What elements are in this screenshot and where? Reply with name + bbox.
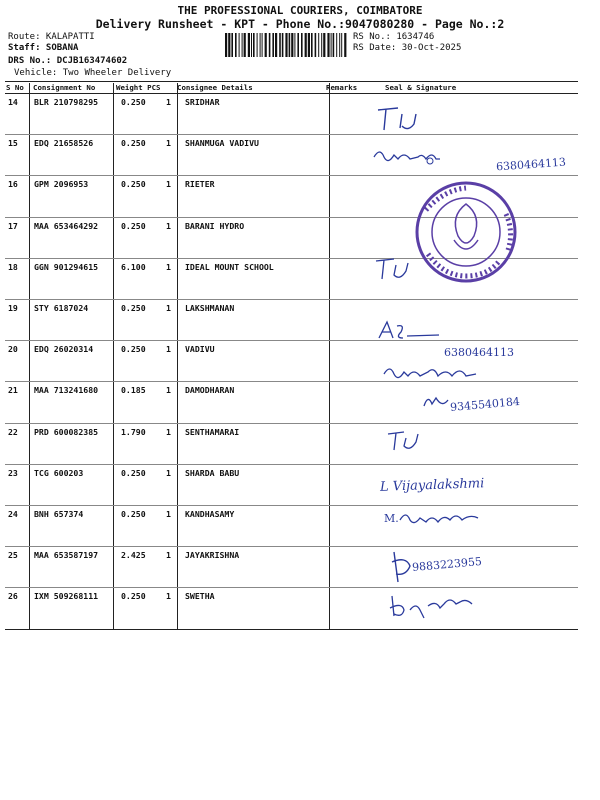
row-consignment-no: MAA 713241680 (34, 385, 99, 396)
row-consignee: SENTHAMARAI (185, 426, 240, 437)
row-weight: 0.250 (121, 220, 146, 231)
rs-number: RS No.: 1634746 (353, 32, 435, 42)
row-sno: 16 (8, 179, 18, 190)
company-title: THE PROFESSIONAL COURIERS, COIMBATORE (177, 4, 423, 17)
row-sno: 21 (8, 385, 18, 396)
row-divider (5, 134, 578, 135)
row-consignment-no: MAA 653464292 (34, 220, 99, 231)
row-consignment-no: MAA 653587197 (34, 550, 99, 561)
row-weight: 2.425 (121, 550, 146, 561)
signature-row19 (375, 318, 445, 342)
row-consignee: LAKSHMANAN (185, 303, 235, 313)
row-pcs: 1 (166, 467, 171, 478)
signature-phone-row21: 9345540184 (449, 394, 521, 415)
signature-row23: L Vijayalakshmi (379, 476, 485, 495)
row-consignee: DAMODHARAN (185, 385, 235, 396)
row-pcs: 1 (166, 97, 171, 107)
column-header-remarks: Remarks (326, 83, 358, 92)
row-consignment-no: PRD 600082385 (34, 426, 99, 437)
signature-row22 (384, 428, 424, 452)
row-divider (5, 587, 578, 588)
row-consignee: JAYAKRISHNA (185, 550, 240, 561)
row-pcs: 1 (166, 138, 171, 149)
table-header-rule (5, 93, 578, 94)
row-consignee: IDEAL MOUNT SCHOOL (185, 261, 274, 272)
row-weight: 6.100 (121, 261, 146, 272)
row-pcs: 1 (166, 261, 171, 272)
row-consignment-no: TCG 600203 (34, 467, 84, 478)
row-sno: 15 (8, 138, 18, 149)
row-consignee: SHANMUGA VADIVU (185, 138, 259, 149)
table-top-rule (5, 81, 578, 82)
row-pcs: 1 (166, 179, 171, 190)
vehicle-label: Vehicle: Two Wheeler Delivery (14, 68, 172, 78)
signature-phone-row15: 6380464113 (495, 155, 567, 174)
row-consignment-no: GPM 2096953 (34, 179, 89, 190)
row-consignee: SHARDA BABU (185, 467, 240, 478)
row-pcs: 1 (166, 509, 171, 519)
row-consignee: SWETHA (185, 591, 215, 602)
row-pcs: 1 (166, 303, 171, 313)
row-sno: 18 (8, 261, 18, 272)
row-sno: 23 (8, 467, 18, 478)
row-divider (5, 381, 578, 382)
table-bottom-rule (5, 629, 578, 630)
row-divider (5, 505, 578, 506)
row-sno: 17 (8, 220, 18, 231)
signature-row24 (398, 506, 488, 528)
row-consignment-no: EDQ 26020314 (34, 344, 94, 355)
signature-row26 (386, 592, 486, 622)
runsheet-title: Delivery Runsheet - KPT - Phone No.:9047080280 - Page No.:2 (95, 17, 505, 31)
signature-initial-row24: M. (384, 512, 399, 525)
column-header-seal-signature: Seal & Signature (385, 83, 457, 92)
signature-row14 (372, 102, 432, 138)
column-divider (29, 83, 30, 629)
row-consignee: RIETER (185, 179, 215, 190)
row-sno: 24 (8, 509, 18, 519)
row-consignment-no: BLR 210798295 (34, 97, 99, 107)
column-divider (113, 83, 114, 629)
row-weight: 0.250 (121, 344, 146, 355)
row-weight: 0.250 (121, 467, 146, 478)
row-consignee: VADIVU (185, 344, 215, 355)
row-weight: 0.250 (121, 303, 146, 313)
row-weight: 0.250 (121, 138, 146, 149)
row-pcs: 1 (166, 220, 171, 231)
row-consignment-no: STY 6187024 (34, 303, 89, 313)
row-pcs: 1 (166, 385, 171, 396)
signature-phone-row25: 9883223955 (411, 554, 483, 575)
drs-number: DRS No.: DCJB163474602 (8, 56, 128, 66)
row-consignee: SRIDHAR (185, 97, 220, 107)
row-consignment-no: BNH 657374 (34, 509, 84, 519)
row-divider (5, 464, 578, 465)
row-consignment-no: GGN 901294615 (34, 261, 99, 272)
row-divider (5, 423, 578, 424)
row-sno: 14 (8, 97, 18, 107)
company-seal-stamp (414, 180, 518, 284)
rs-date: RS Date: 30-Oct-2025 (353, 43, 462, 53)
row-consignee: KANDHASAMY (185, 509, 235, 519)
row-weight: 0.250 (121, 509, 146, 519)
row-weight: 0.250 (121, 179, 146, 190)
row-consignment-no: IXM 509268111 (34, 591, 99, 602)
row-pcs: 1 (166, 550, 171, 561)
column-divider (329, 83, 330, 629)
row-divider (5, 175, 578, 176)
row-weight: 0.250 (121, 97, 146, 107)
column-header-sno: S No (6, 83, 24, 92)
route-label: Route: KALAPATTI (8, 32, 95, 42)
row-divider (5, 299, 578, 300)
row-consignee: BARANI HYDRO (185, 220, 245, 231)
column-header-consignment: Consignment No (33, 83, 96, 92)
staff-label: Staff: SOBANA (8, 43, 79, 53)
row-divider (5, 340, 578, 341)
column-header-consignee: Consignee Details (177, 83, 253, 92)
row-sno: 20 (8, 344, 18, 355)
signature-row20 (380, 360, 480, 384)
row-consignment-no: EDQ 21658526 (34, 138, 94, 149)
row-pcs: 1 (166, 591, 171, 602)
column-header-weight-pcs: Weight PCS (116, 83, 161, 92)
row-weight: 1.790 (121, 426, 146, 437)
signature-phone-row20: 6380464113 (444, 346, 514, 359)
row-sno: 25 (8, 550, 18, 561)
signature-row15 (370, 143, 450, 173)
row-pcs: 1 (166, 426, 171, 437)
row-sno: 26 (8, 591, 18, 602)
column-divider (177, 83, 178, 629)
row-weight: 0.250 (121, 591, 146, 602)
row-pcs: 1 (166, 344, 171, 355)
row-weight: 0.185 (121, 385, 146, 396)
barcode-image (224, 33, 349, 57)
row-divider (5, 546, 578, 547)
row-sno: 22 (8, 426, 18, 437)
row-sno: 19 (8, 303, 18, 313)
